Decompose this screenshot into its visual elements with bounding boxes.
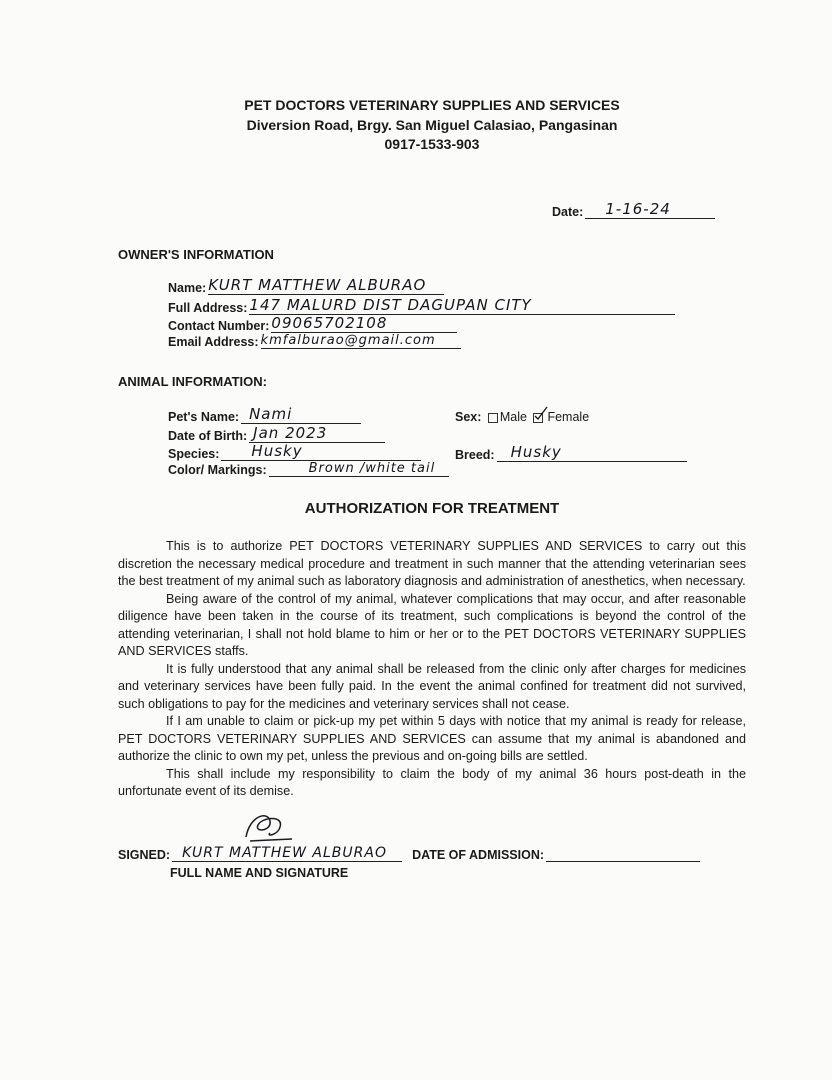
authorization-paragraph: If I am unable to claim or pick-up my pet within 5 days with notice that my animal is ready for release, PET DOCTORS VETERINARY SUPPLIES AND SERVICES can assume that my animal is abandoned and authorize the clinic to own my pet, unless the previous and on-going bills are settled.: [118, 714, 746, 763]
sex-male-label: Male: [499, 410, 527, 424]
sex-female-label: Female: [547, 410, 590, 424]
authorization-body: [118, 538, 746, 801]
date-label: Date:: [552, 205, 584, 219]
owner-address-value: 147 MALURD DIST DAGUPAN CITY: [249, 296, 675, 315]
color-field: [168, 461, 449, 477]
authorization-paragraph: This is to authorize PET DOCTORS VETERINARY SUPPLIES AND SERVICES to carry out this discretion the necessary medical procedure and treatment in such manner that the attending veterinarian sees the best treatment of my animal such as laboratory diagnosis and administration of anesthetics, when necessary.: [118, 539, 746, 588]
pet-name-field: [168, 405, 361, 424]
owner-contact-field: [168, 314, 457, 333]
signature-block: [118, 845, 746, 880]
date-field: [552, 200, 715, 219]
business-phone: 0917-1533-903: [384, 136, 480, 152]
business-address: Diversion Road, Brgy. San Miguel Calasiao, Pangasinan: [246, 117, 618, 133]
owner-name-label: Name:: [168, 281, 207, 295]
dob-field: [168, 424, 385, 443]
color-label: Color/ Markings:: [168, 463, 267, 477]
signed-label: SIGNED:: [118, 847, 171, 862]
sex-male-checkbox[interactable]: [488, 413, 498, 423]
owner-email-field: [168, 333, 461, 349]
authorization-and-signature: [118, 538, 746, 880]
species-field: [168, 442, 421, 461]
animal-section-title: ANIMAL INFORMATION:: [118, 374, 267, 389]
owner-email-value: kmfalburao@gmail.com: [261, 333, 461, 349]
owner-name-value: KURT MATTHEW ALBURAO: [208, 276, 444, 295]
signature-caption: FULL NAME AND SIGNATURE: [170, 865, 349, 880]
check-mark-icon: [534, 407, 548, 421]
business-name: PET DOCTORS VETERINARY SUPPLIES AND SERVICES: [244, 97, 620, 113]
breed-label: Breed:: [455, 448, 495, 462]
admission-date-label: DATE OF ADMISSION:: [412, 847, 545, 862]
owner-address-label: Full Address:: [168, 301, 248, 315]
sex-label: Sex:: [455, 410, 482, 424]
authorization-paragraph: This shall include my responsibility to claim the body of my animal 36 hours post-death in the unfortunate event of its demise.: [118, 766, 746, 798]
authorization-title: AUTHORIZATION FOR TREATMENT: [304, 500, 560, 517]
dob-label: Date of Birth:: [168, 429, 248, 443]
signed-name: KURT MATTHEW ALBURAO: [172, 845, 402, 862]
breed-value: Husky: [497, 443, 687, 462]
sex-female-checkbox[interactable]: [533, 413, 543, 423]
admission-date-value[interactable]: [546, 847, 700, 862]
signature-row: [118, 845, 746, 862]
signature-scribble: [240, 807, 300, 852]
owner-email-label: Email Address:: [168, 335, 259, 349]
authorization-paragraph: Being aware of the control of my animal, whatever complications that may occur, and after reasonable diligence have been taken in the course of its treatment, such complications is beyond the control of the attending veterinarian, I shall not hold blame to him or her or to the PET DOCTORS VETERINARY SUPPLIES AND SERVICES staffs.: [118, 591, 746, 658]
owner-contact-value: 09065702108: [271, 314, 457, 333]
authorization-paragraph: It is fully understood that any animal shall be released from the clinic only after charges for medicines and veterinary services have been fully paid. In the event the animal confined for treatment did not survived, such obligations to pay for the medicines and veterinary services shall not cease.: [118, 661, 746, 711]
sex-field: [455, 410, 589, 424]
pet-name-value: Nami: [241, 405, 361, 424]
owner-address-field: [168, 296, 675, 315]
breed-field: [455, 443, 687, 462]
pet-name-label: Pet's Name:: [168, 410, 240, 424]
owner-section-title: OWNER'S INFORMATION: [118, 247, 274, 262]
species-value: Husky: [221, 442, 421, 461]
date-value: 1-16-24: [585, 200, 715, 219]
species-label: Species:: [168, 447, 220, 461]
color-value: Brown /white tail: [269, 461, 449, 477]
dob-value: Jan 2023: [249, 424, 385, 443]
owner-contact-label: Contact Number:: [168, 319, 270, 333]
admission-date-field: [412, 847, 700, 862]
owner-name-field: [168, 276, 444, 295]
